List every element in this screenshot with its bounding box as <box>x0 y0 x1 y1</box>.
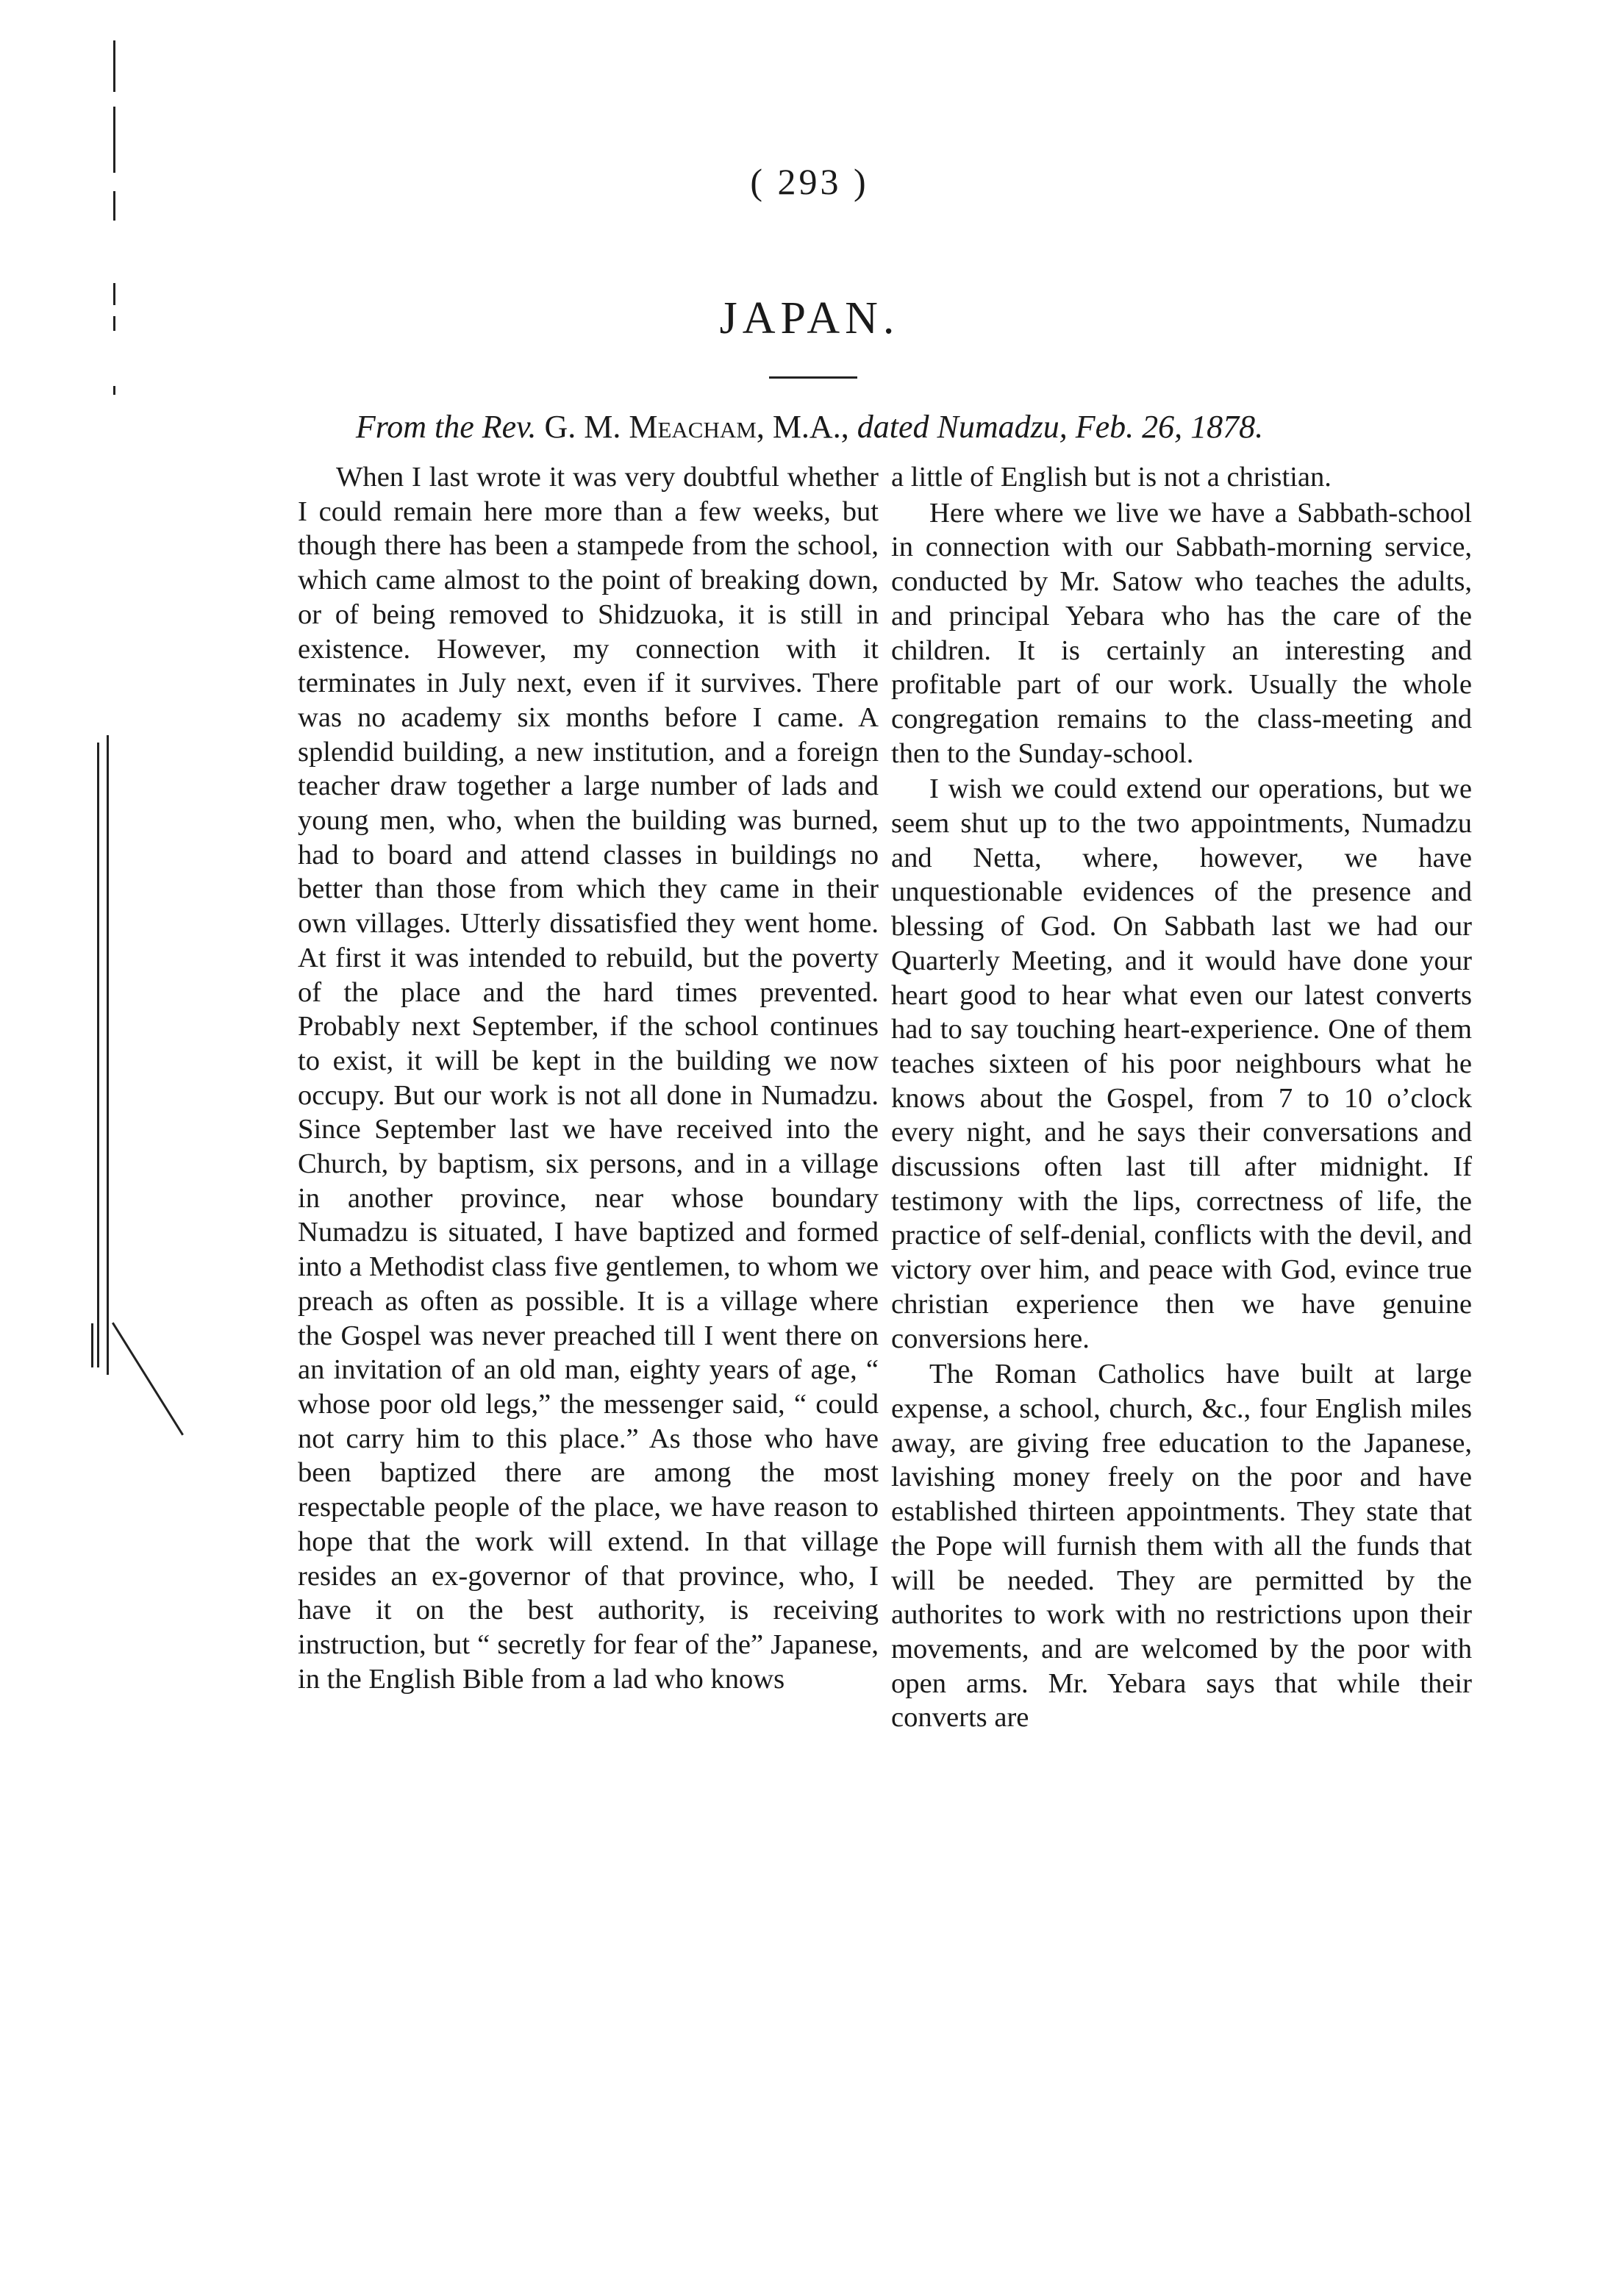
scan-mark <box>107 735 109 1375</box>
page-number: ( 293 ) <box>750 161 869 202</box>
right-paragraph: The Roman Catholics have built at large expense, a school, church, &c., four English miles away, are giving free education to the Japanese, lavishing money freely on the poor and have established thirteen appointments. They state that the Pope will furnish them with all the funds that will be needed. They are permitted by the authorites to work with no restrictions upon their movements, and are welcomed by the poor with open arms. Mr. Yebara says that while their converts are <box>891 1359 1472 1734</box>
title-rule <box>769 376 857 379</box>
scan-mark <box>113 107 115 173</box>
scan-mark <box>112 1322 184 1435</box>
left-column <box>298 460 879 1696</box>
right-paragraph: I wish we could extend our operations, but we seem shut up to the two appointments, Numadzu and Netta, where, however, we have unquestionable evidences of the presence and blessing of God. On Sabbath last we had our Quarterly Meeting, and it would have done your heart good to hear what even our latest converts had to say touching heart-experience. One of them teaches sixteen of his poor neighbours what he knows about the Gospel, from 7 to 10 o’clock every night, and he says their conversations and discussions often last till after midnight. If testimony with the lips, correctness of life, the practice of self-denial, conflicts with the devil, and victory over him, and peace with God, evince true christian experience then we have genuine conversions here. <box>891 773 1472 1354</box>
right-column <box>891 460 1472 1735</box>
scan-mark <box>97 743 99 1367</box>
right-paragraph: a little of English but is not a christian. <box>891 462 1332 493</box>
byline-from: From the Rev. <box>355 409 537 445</box>
scan-mark <box>113 316 115 331</box>
margin-marks <box>0 0 294 2296</box>
byline-dated: dated Numadzu, Feb. 26, 1878. <box>857 409 1264 445</box>
scan-mark <box>113 283 115 305</box>
byline-name: G. M. Meacham, M.A., <box>544 409 849 445</box>
left-paragraph: When I last wrote it was very doubtful whether I could remain here more than a few weeks, but though there has been a stampede from the school, which came almost to the point of breaking down, or of being removed to Shidzuoka, it is still in existence. However, my connection with it terminates in July next, even if it survives. There was no academy six months before I came. A splendid building, a new institution, and a foreign teacher draw together a large number of lads and young men, who, when the building was burned, had to board and attend classes in buildings no better than those from which they came in their own villages. Utterly dissatisfied they went home. At first it was intended to rebuild, but the poverty of the place and the hard times prevented. Probably next September, if the school continues to exist, it will be kept in the building we now occupy. But our work is not all done in Numadzu. Since September last we have received into the Church, by baptism, six persons, and in a village in another province, near whose boundary Numadzu is situated, I have baptized and formed into a Methodist class five gentlemen, to whom we preach as often as possible. It is a village where the Gospel was never preached till I went there on an invitation of an old man, eighty years of age, “ whose poor old legs,” the messenger said, “ could not carry him to this place.” As those who have been baptized there are among the most respectable people of the place, we have reason to hope that the work will extend. In that village resides an ex-governor of that province, who, I have it on the best authority, is receiving instruction, but “ secretly for fear of the” Japanese, in the English Bible from a lad who knows <box>298 462 879 1695</box>
scan-mark <box>113 386 115 395</box>
page-title: JAPAN. <box>719 293 900 343</box>
scan-mark <box>91 1323 93 1367</box>
scan-mark <box>113 191 115 221</box>
scan-mark <box>113 40 115 92</box>
right-paragraph: Here where we live we have a Sabbath-school in connection with our Sabbath-morning service, conducted by Mr. Satow who teaches the adults, and principal Yebara who has the care of the children. It is certainly an interesting and profitable part of our work. Usually the whole congregation remains to the class-meeting and then to the Sunday-school. <box>891 497 1472 769</box>
